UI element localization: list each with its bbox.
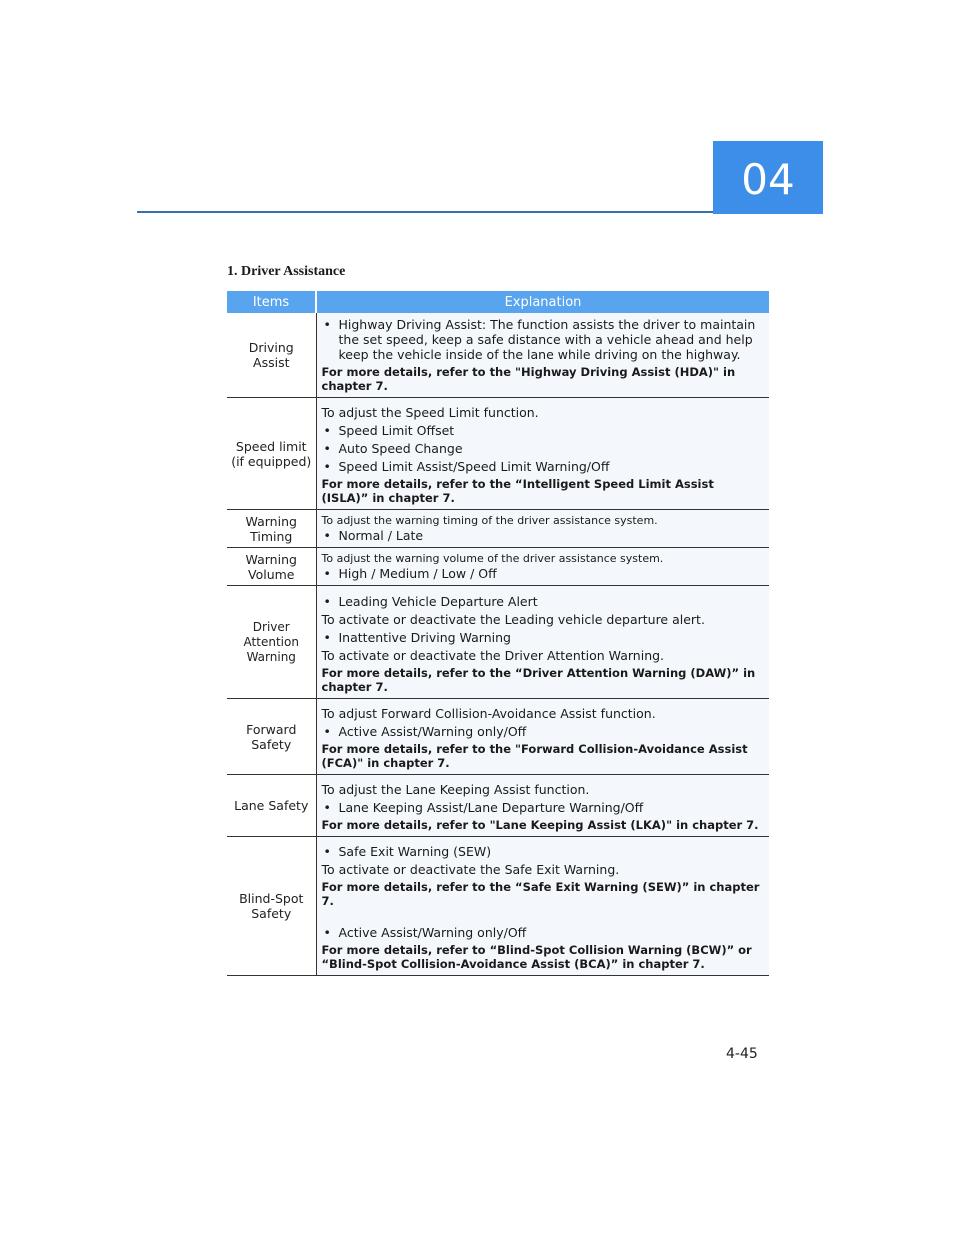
chapter-number: 04 — [741, 155, 795, 204]
bullet-item: • Leading Vehicle Departure Alert — [322, 594, 765, 609]
bullet-item: • Normal / Late — [322, 528, 765, 543]
explanation-cell — [316, 398, 769, 510]
table-row — [227, 775, 769, 837]
item-label-line: Driving — [248, 340, 294, 355]
description-text: To activate or deactivate the Leading vehicle departure alert. — [321, 611, 705, 627]
item-label — [229, 620, 314, 665]
item-label-line: Forward — [246, 721, 297, 737]
reference-note: For more details, refer to the "Forward Collision-Avoidance Assist (FCA)" in chapter 7. — [321, 742, 748, 770]
item-label — [229, 340, 314, 370]
bullet-item: • Speed Limit Assist/Speed Limit Warning/Off — [322, 459, 765, 474]
bullet-item: • Auto Speed Change — [322, 441, 765, 456]
explanation-cell — [316, 837, 769, 976]
description-text: To activate or deactivate the Driver Attention Warning. — [321, 647, 665, 663]
driver-assistance-table — [227, 291, 769, 976]
item-label-line: Warning — [245, 551, 297, 567]
bullet-item: • Safe Exit Warning (SEW) — [322, 844, 765, 859]
explanation-cell — [316, 510, 769, 548]
explanation-cell — [316, 775, 769, 837]
column-header-explanation: Explanation — [316, 291, 769, 313]
bullet-item: • High / Medium / Low / Off — [322, 566, 765, 581]
item-label-line: Attention — [243, 634, 299, 649]
item-label-line: Timing — [250, 528, 293, 544]
bullet-item: • Highway Driving Assist: The function assists the driver to maintain the set speed, keep a safe distance with a vehicle ahead and help keep the vehicle inside of the lane while driving on the highway. — [322, 317, 765, 362]
description-text: To adjust the Lane Keeping Assist function. — [321, 782, 590, 797]
reference-note: For more details, refer to the “Intelligent Speed Limit Assist (ISLA)” in chapter 7. — [321, 477, 714, 505]
reference-note: For more details, refer to “Blind-Spot Collision Warning (BCW)” or “Blind-Spot Collision-Avoidance Assist (BCA)” in chapter 7. — [321, 943, 752, 971]
item-label — [229, 891, 314, 921]
bullet-item: • Inattentive Driving Warning — [322, 630, 765, 645]
column-header-items: Items — [227, 291, 316, 313]
description-text: To activate or deactivate the Safe Exit Warning. — [321, 862, 620, 877]
item-label-line: Safety — [251, 736, 292, 752]
bullet-item: • Active Assist/Warning only/Off — [322, 724, 765, 739]
item-cell — [227, 699, 316, 775]
item-cell — [227, 313, 316, 398]
item-label-line: Volume — [248, 566, 295, 582]
item-label-line: Driver — [252, 619, 290, 634]
item-label-line: Safety — [251, 906, 292, 921]
item-cell — [227, 837, 316, 976]
item-label — [229, 798, 314, 813]
description-text: To adjust the warning timing of the driver assistance system. — [321, 514, 658, 527]
item-label — [229, 514, 314, 544]
reference-note: For more details, refer to the "Highway Driving Assist (HDA)" in chapter 7. — [321, 365, 736, 393]
bullet-item: • Active Assist/Warning only/Off — [322, 925, 765, 940]
item-label-line: (if equipped) — [231, 453, 312, 469]
table-body — [227, 313, 769, 976]
bullet-item: • Lane Keeping Assist/Lane Departure Warning/Off — [322, 800, 765, 815]
table-row — [227, 699, 769, 775]
description-text: To adjust the warning volume of the driver assistance system. — [321, 552, 664, 565]
spacer — [322, 908, 765, 922]
item-label — [229, 722, 314, 752]
explanation-cell — [316, 699, 769, 775]
table-row — [227, 548, 769, 586]
item-label-line: Warning — [245, 513, 297, 529]
table-row — [227, 510, 769, 548]
explanation-cell — [316, 586, 769, 699]
reference-note: For more details, refer to the “Safe Exit Warning (SEW)” in chapter 7. — [321, 880, 760, 908]
table-header-row — [227, 291, 769, 313]
explanation-cell — [316, 548, 769, 586]
item-cell — [227, 548, 316, 586]
table-row — [227, 586, 769, 699]
table-row — [227, 837, 769, 976]
item-label-line: Lane Safety — [234, 798, 309, 813]
item-label-line: Assist — [253, 355, 290, 370]
item-cell — [227, 510, 316, 548]
explanation-cell — [316, 313, 769, 398]
description-text: To adjust Forward Collision-Avoidance Assist function. — [321, 706, 656, 721]
reference-note: For more details, refer to "Lane Keeping Assist (LKA)" in chapter 7. — [321, 818, 759, 832]
chapter-tab — [713, 141, 823, 214]
section-title: 1. Driver Assistance — [227, 264, 346, 279]
item-cell — [227, 775, 316, 837]
item-label — [229, 439, 314, 469]
item-cell — [227, 398, 316, 510]
table-row — [227, 398, 769, 510]
item-label-line: Speed limit — [235, 438, 307, 454]
item-cell — [227, 586, 316, 699]
page-number: 4-45 — [726, 1046, 758, 1062]
reference-note: For more details, refer to the “Driver Attention Warning (DAW)” in chapter 7. — [321, 665, 756, 694]
description-text: To adjust the Speed Limit function. — [321, 405, 539, 420]
item-label — [229, 552, 314, 582]
item-label-line: Blind-Spot — [239, 891, 304, 906]
chapter-rule — [137, 211, 713, 213]
table-row — [227, 313, 769, 398]
bullet-item: • Speed Limit Offset — [322, 423, 765, 438]
item-label-line: Warning — [246, 649, 296, 664]
